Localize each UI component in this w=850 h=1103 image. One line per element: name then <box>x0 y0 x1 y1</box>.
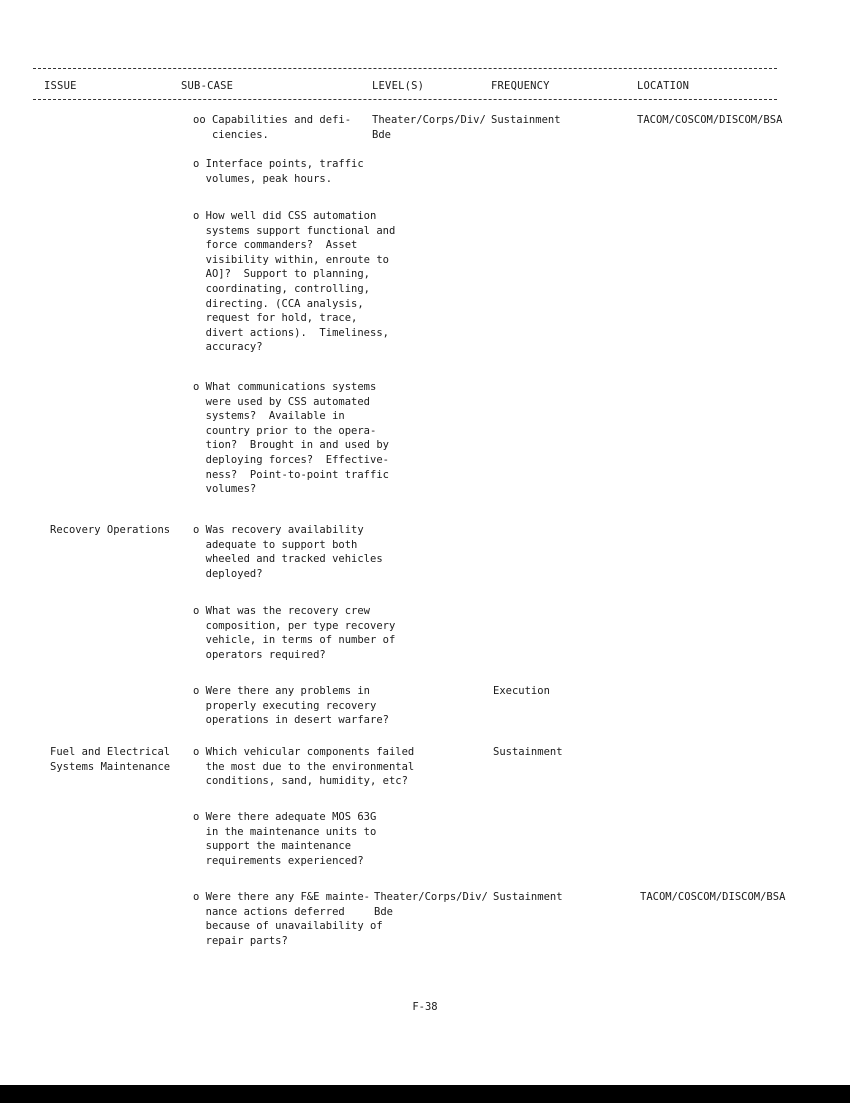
scan-bottom-border <box>0 1085 850 1103</box>
frequency-row-6: Execution <box>493 685 550 697</box>
subcase-fe-maintenance-deferred: o Were there any F&E mainte- nance actions deferred because of unavailability of repair parts? <box>193 891 383 947</box>
location-row-0: TACOM/COSCOM/DISCOM/BSA <box>637 114 783 126</box>
location-row-9: TACOM/COSCOM/DISCOM/BSA <box>640 891 786 903</box>
header-location: LOCATION <box>637 80 690 92</box>
subcase-recovery-crew: o What was the recovery crew composition, per type recovery vehicle, in terms of number of operators required? <box>193 605 396 661</box>
subcase-mos-63g: o Were there adequate MOS 63G in the maintenance units to support the maintenance requirements experienced? <box>193 811 377 867</box>
header-subcase: SUB-CASE <box>181 80 234 92</box>
subcase-capabilities: oo Capabilities and defi- ciencies. <box>193 114 352 141</box>
subcase-css-automation: o How well did CSS automation systems support functional and force commanders? Asset visibility within, enroute to AO]? Support to planning, coordinating, controlling, directing. (CCA analysis, request for hold, trace, divert actions). Timeliness, accuracy? <box>193 210 396 354</box>
subcase-interface-points: o Interface points, traffic volumes, peak hours. <box>193 158 364 185</box>
issue-recovery-operations: Recovery Operations <box>50 524 171 536</box>
subcase-recovery-problems: o Were there any problems in properly executing recovery operations in desert warfare? <box>193 685 389 727</box>
header-frequency: FREQUENCY <box>491 80 550 92</box>
subcase-communications-systems: o What communications systems were used by CSS automated systems? Available in country prior to the opera- tion? Brought in and used by deploying forces? Effective- ness? Point-to-point traffic volumes? <box>193 381 389 496</box>
frequency-row-7: Sustainment <box>493 746 563 758</box>
header-top-rule <box>33 68 777 69</box>
page-number: F-38 <box>412 1001 438 1013</box>
frequency-row-9: Sustainment <box>493 891 563 903</box>
frequency-row-0: Sustainment <box>491 114 561 126</box>
header-level: LEVEL(S) <box>372 80 425 92</box>
subcase-recovery-availability: o Was recovery availability adequate to support both wheeled and tracked vehicles deployed? <box>193 524 383 580</box>
header-bottom-rule <box>33 99 777 100</box>
level-row-9: Theater/Corps/Div/ Bde <box>374 891 488 918</box>
header-issue: ISSUE <box>44 80 77 92</box>
issue-fuel-electrical: Fuel and Electrical Systems Maintenance <box>50 746 171 773</box>
subcase-vehicular-components: o Which vehicular components failed the most due to the environmental conditions, sand, humidity, etc? <box>193 746 415 788</box>
level-row-0: Theater/Corps/Div/ Bde <box>372 114 486 141</box>
